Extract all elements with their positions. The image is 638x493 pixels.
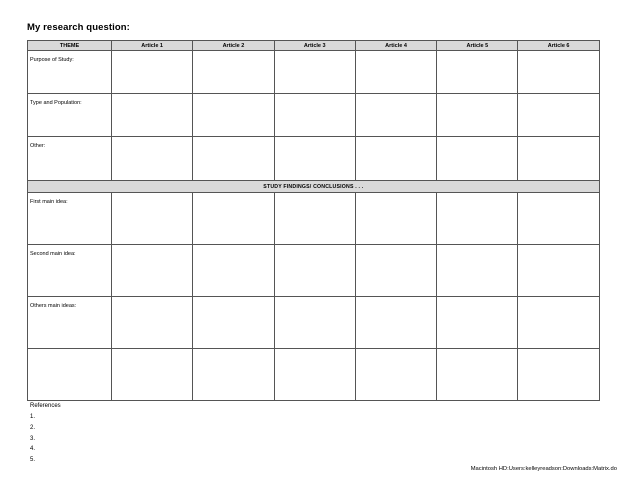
table-cell[interactable] <box>355 245 436 297</box>
table-cell[interactable] <box>274 349 355 401</box>
table-cell[interactable] <box>193 94 274 137</box>
table-cell[interactable] <box>518 51 599 94</box>
table-cell[interactable] <box>274 94 355 137</box>
reference-item-4: 4. <box>30 446 36 453</box>
reference-item-3: 3. <box>30 435 36 442</box>
table-cell[interactable] <box>112 51 193 94</box>
table-row <box>28 137 600 181</box>
header-article-1: Article 1 <box>112 41 193 51</box>
row-label-cell <box>28 137 112 181</box>
table-cell[interactable] <box>112 94 193 137</box>
table-cell[interactable] <box>355 51 436 94</box>
table-row <box>28 193 600 245</box>
table-cell[interactable] <box>355 349 436 401</box>
table-cell[interactable] <box>355 297 436 349</box>
row-label-type-population: Type and Population: <box>30 100 82 106</box>
study-findings-band: STUDY FINDINGS/ CONCLUSIONS . . . <box>28 181 600 193</box>
table-cell[interactable] <box>274 51 355 94</box>
row-label-blank <box>28 349 111 355</box>
table-cell[interactable] <box>355 137 436 181</box>
table-cell[interactable] <box>193 193 274 245</box>
table-cell[interactable] <box>274 297 355 349</box>
reference-item-5: 5. <box>30 457 36 464</box>
table-cell[interactable] <box>274 137 355 181</box>
table-cell[interactable] <box>112 137 193 181</box>
section-band-row <box>28 181 600 193</box>
table-cell[interactable] <box>437 51 518 94</box>
table-cell[interactable] <box>518 137 599 181</box>
table-cell[interactable] <box>193 297 274 349</box>
row-label-cell <box>28 297 112 349</box>
table-cell[interactable] <box>193 245 274 297</box>
header-theme: THEME <box>28 41 112 51</box>
research-matrix-table <box>27 40 600 401</box>
table-cell[interactable] <box>437 349 518 401</box>
table-cell[interactable] <box>518 245 599 297</box>
references-title: References <box>30 403 61 409</box>
row-label-cell <box>28 193 112 245</box>
row-label-others-main-ideas: Others main ideas: <box>30 303 77 309</box>
table-cell[interactable] <box>437 245 518 297</box>
row-label-second-main-idea: Second main idea: <box>30 251 76 257</box>
row-label-cell <box>28 245 112 297</box>
row-label-first-main-idea: First main idea: <box>30 199 68 205</box>
row-label-other: Other: <box>30 143 46 149</box>
table-cell[interactable] <box>193 51 274 94</box>
row-label-cell <box>28 349 112 401</box>
row-label-cell <box>28 51 112 94</box>
table-row <box>28 297 600 349</box>
table-cell[interactable] <box>112 297 193 349</box>
table-cell[interactable] <box>437 193 518 245</box>
table-row <box>28 51 600 94</box>
table-cell[interactable] <box>112 245 193 297</box>
table-cell[interactable] <box>112 349 193 401</box>
table-cell[interactable] <box>193 137 274 181</box>
header-article-4: Article 4 <box>355 41 436 51</box>
table-cell[interactable] <box>355 94 436 137</box>
table-cell[interactable] <box>518 193 599 245</box>
table-cell[interactable] <box>437 94 518 137</box>
table-header-row <box>28 41 600 51</box>
table-cell[interactable] <box>437 137 518 181</box>
table-row <box>28 245 600 297</box>
table-row <box>28 94 600 137</box>
table-cell[interactable] <box>112 193 193 245</box>
header-article-6: Article 6 <box>518 41 599 51</box>
references-section <box>30 403 61 468</box>
table-row <box>28 349 600 401</box>
table-cell[interactable] <box>518 297 599 349</box>
header-article-2: Article 2 <box>193 41 274 51</box>
row-label-cell <box>28 94 112 137</box>
table-cell[interactable] <box>274 245 355 297</box>
table-cell[interactable] <box>437 297 518 349</box>
table-cell[interactable] <box>518 94 599 137</box>
header-article-3: Article 3 <box>274 41 355 51</box>
table-cell[interactable] <box>518 349 599 401</box>
table-cell[interactable] <box>355 193 436 245</box>
file-path-footer: Macintosh HD:Users:kelleyreadson:Downloads:Matrix.do <box>470 466 617 472</box>
row-label-purpose: Purpose of Study: <box>30 57 74 63</box>
research-question-heading: My research question: <box>27 22 130 33</box>
reference-item-2: 2. <box>30 424 36 431</box>
header-article-5: Article 5 <box>437 41 518 51</box>
table-cell[interactable] <box>274 193 355 245</box>
table-cell[interactable] <box>193 349 274 401</box>
reference-item-1: 1. <box>30 414 36 420</box>
